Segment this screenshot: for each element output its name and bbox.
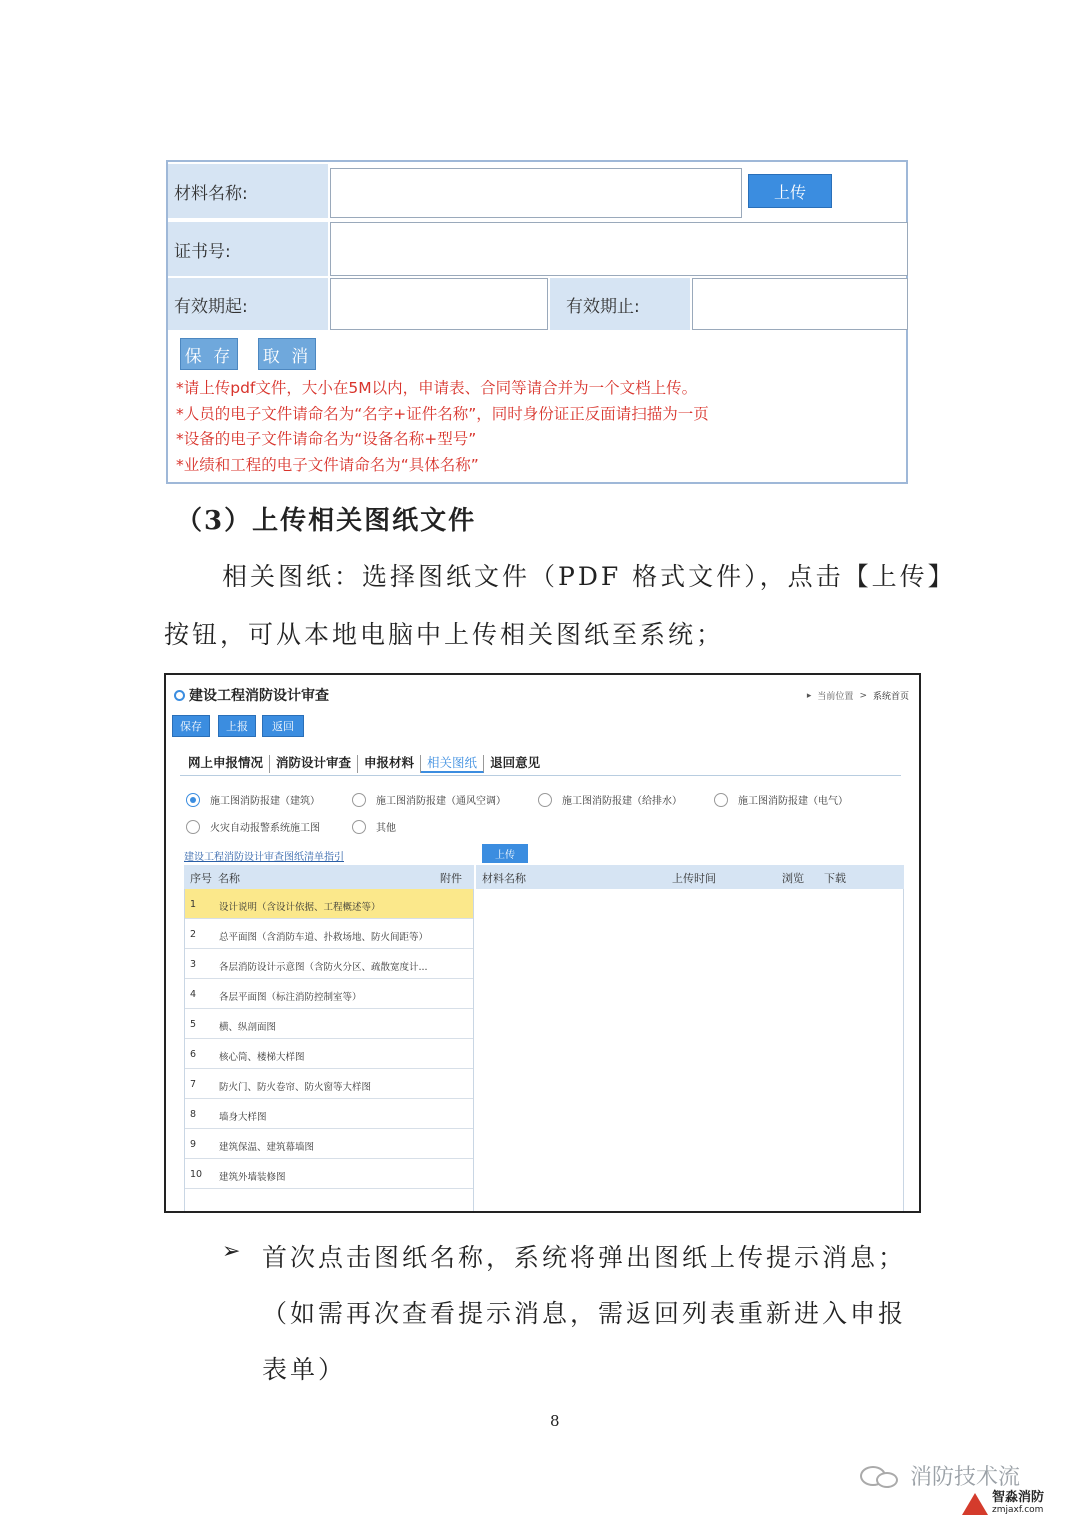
chevron-right-icon: > bbox=[859, 690, 867, 701]
col-download: 下载 bbox=[824, 872, 846, 885]
toolbar-report-button[interactable]: 上报 bbox=[218, 715, 256, 737]
radio-option[interactable]: 施工图消防报建（电气） bbox=[714, 792, 848, 807]
radio-option[interactable]: 施工图消防报建（建筑） bbox=[186, 792, 352, 807]
upload-notes bbox=[176, 376, 709, 478]
bullet-line: 首次点击图纸名称，系统将弹出图纸上传提示消息； bbox=[262, 1243, 907, 1272]
watermark-account: 消防技术流 bbox=[910, 1465, 1021, 1490]
app-title bbox=[174, 685, 329, 705]
target-icon bbox=[174, 690, 185, 701]
save-button[interactable]: 保 存 bbox=[180, 338, 238, 370]
tab-materials[interactable]: 申报材料 bbox=[358, 755, 421, 773]
page-number: 8 bbox=[550, 1412, 560, 1430]
toolbar-save-button[interactable]: 保存 bbox=[172, 715, 210, 737]
radio-unchecked-icon[interactable] bbox=[352, 793, 366, 807]
wechat-icon bbox=[860, 1462, 904, 1490]
logo-site: zmjaxf.com bbox=[992, 1505, 1044, 1515]
app-title-text: 建设工程消防设计审查 bbox=[189, 688, 329, 704]
paragraph-line: 按钮，可从本地电脑中上传相关图纸至系统； bbox=[164, 620, 725, 649]
tab-online-report[interactable]: 网上申报情况 bbox=[182, 755, 270, 773]
files-table-header bbox=[476, 865, 904, 889]
wechat-watermark bbox=[860, 1460, 1020, 1491]
table-row[interactable]: 3 各层消防设计示意图（含防火分区、疏散宽度计... bbox=[185, 949, 473, 979]
table-row[interactable]: 1 设计说明（含设计依据、工程概述等） bbox=[185, 889, 473, 919]
material-form-screenshot bbox=[166, 160, 908, 484]
table-row[interactable]: 10 建筑外墙装修图 bbox=[185, 1159, 473, 1189]
radio-checked-icon[interactable] bbox=[186, 793, 200, 807]
section-heading: （3）上传相关图纸文件 bbox=[176, 506, 477, 536]
cancel-button[interactable]: 取 消 bbox=[258, 338, 316, 370]
material-name-input[interactable] bbox=[330, 168, 742, 218]
site-logo bbox=[962, 1492, 1044, 1516]
table-row[interactable]: 8 墙身大样图 bbox=[185, 1099, 473, 1129]
material-name-label: 材料名称: bbox=[168, 164, 328, 218]
valid-to-label: 有效期止: bbox=[550, 278, 690, 330]
col-attach: 附件 bbox=[440, 872, 462, 885]
paragraph-line: 相关图纸：选择图纸文件（PDF 格式文件），点击【上传】 bbox=[222, 562, 956, 591]
table-row[interactable]: 2 总平面图（含消防车道、扑救场地、防火间距等） bbox=[185, 919, 473, 949]
tab-design-review[interactable]: 消防设计审查 bbox=[270, 755, 358, 773]
note-line: *人员的电子文件请命名为“名字+证件名称”，同时身份证正反面请扫描为一页 bbox=[176, 404, 709, 423]
bullet-line: 表单） bbox=[262, 1355, 347, 1384]
table-row[interactable]: 7 防火门、防火卷帘、防火窗等大样图 bbox=[185, 1069, 473, 1099]
radio-unchecked-icon[interactable] bbox=[352, 820, 366, 834]
toolbar-back-button[interactable]: 返回 bbox=[262, 715, 304, 737]
col-upload-time: 上传时间 bbox=[672, 872, 716, 885]
col-seq: 序号 bbox=[190, 872, 212, 885]
drawing-type-radio-group-2 bbox=[186, 819, 396, 834]
note-line: *请上传pdf文件，大小在5M以内，申请表、合同等请合并为一个文档上传。 bbox=[176, 379, 698, 397]
valid-from-input[interactable] bbox=[330, 278, 548, 330]
radio-unchecked-icon[interactable] bbox=[714, 793, 728, 807]
note-line: *业绩和工程的电子文件请命名为“具体名称” bbox=[176, 455, 479, 474]
bullet-arrow-icon: ➢ bbox=[222, 1239, 241, 1264]
radio-option[interactable]: 其他 bbox=[352, 819, 396, 834]
bullet-line: （如需再次查看提示消息，需返回列表重新进入申报 bbox=[262, 1299, 907, 1328]
valid-to-input[interactable] bbox=[692, 278, 908, 330]
drawing-guide-link[interactable]: 建设工程消防设计审查图纸清单指引 bbox=[184, 852, 344, 863]
logo-triangle-icon bbox=[962, 1493, 988, 1515]
radio-option[interactable]: 施工图消防报建（通风空调） bbox=[352, 792, 538, 807]
drawing-type-radio-group bbox=[186, 792, 848, 807]
col-name: 名称 bbox=[218, 872, 240, 885]
col-browse: 浏览 bbox=[782, 872, 804, 885]
bullet-icon: ▸ bbox=[806, 690, 812, 701]
upload-button[interactable]: 上传 bbox=[748, 174, 832, 208]
tab-bar bbox=[182, 755, 546, 773]
valid-from-label: 有效期起: bbox=[168, 278, 328, 330]
table-row[interactable]: 4 各层平面图（标注消防控制室等） bbox=[185, 979, 473, 1009]
breadcrumb bbox=[807, 689, 909, 702]
breadcrumb-home-link[interactable]: 系统首页 bbox=[872, 692, 909, 702]
drawings-app-screenshot bbox=[164, 673, 921, 1213]
cert-no-input[interactable] bbox=[330, 222, 908, 276]
table-row[interactable]: 5 横、纵剖面图 bbox=[185, 1009, 473, 1039]
table-row[interactable]: 9 建筑保温、建筑幕墙图 bbox=[185, 1129, 473, 1159]
cert-no-label: 证书号: bbox=[168, 222, 328, 276]
radio-unchecked-icon[interactable] bbox=[538, 793, 552, 807]
col-material-name: 材料名称 bbox=[482, 872, 526, 885]
radio-unchecked-icon[interactable] bbox=[186, 820, 200, 834]
radio-option[interactable]: 火灾自动报警系统施工图 bbox=[186, 819, 352, 834]
tab-divider bbox=[180, 775, 901, 776]
table-row[interactable]: 6 核心筒、楼梯大样图 bbox=[185, 1039, 473, 1069]
drawings-list bbox=[184, 889, 474, 1213]
breadcrumb-prefix: 当前位置 bbox=[817, 692, 854, 702]
drawings-table-header bbox=[184, 865, 474, 889]
radio-option[interactable]: 施工图消防报建（给排水） bbox=[538, 792, 714, 807]
tab-drawings[interactable]: 相关图纸 bbox=[421, 755, 484, 773]
tab-return-comments[interactable]: 退回意见 bbox=[490, 755, 541, 770]
upload-drawing-button[interactable]: 上传 bbox=[482, 844, 528, 863]
logo-name: 智淼消防 bbox=[992, 1490, 1045, 1505]
uploaded-files-list bbox=[476, 889, 904, 1213]
note-line: *设备的电子文件请命名为“设备名称+型号” bbox=[176, 430, 477, 448]
